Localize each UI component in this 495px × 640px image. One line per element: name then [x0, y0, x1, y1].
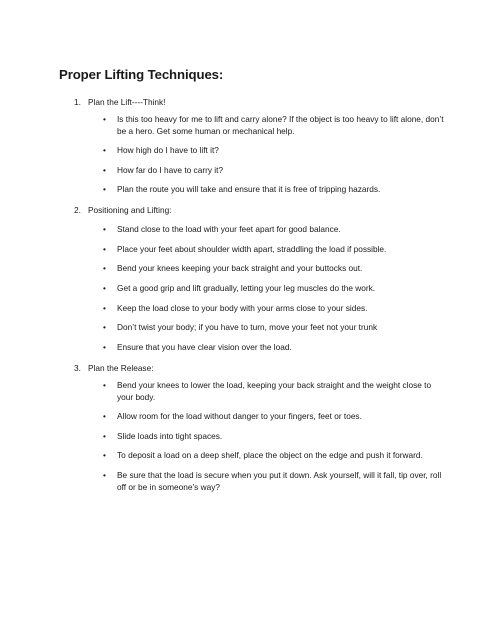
list-item-text: Bend your knees to lower the load, keeping your back straight and the weight close to your body.	[117, 380, 432, 402]
list-item-text: Keep the load close to your body with your arms close to your sides.	[117, 303, 368, 313]
bullet-icon: •	[103, 380, 106, 390]
page-title: Proper Lifting Techniques:	[59, 67, 224, 82]
bullet-icon: •	[103, 342, 106, 352]
section-number: 3.	[74, 363, 81, 373]
list-item-text: Get a good grip and lift gradually, letting your leg muscles do the work.	[117, 283, 376, 293]
list-item-text: Be sure that the load is secure when you put it down. Ask yourself, will it fall, tip over, roll off or be in someone’s way?	[117, 470, 442, 492]
bullet-icon: •	[103, 114, 106, 124]
section-number: 1.	[74, 97, 81, 107]
list-item-text: Plan the route you will take and ensure that it is free of tripping hazards.	[117, 184, 381, 194]
list-item-text: Slide loads into tight spaces.	[117, 431, 223, 441]
list-item-text: Allow room for the load without danger to your fingers, feet or toes.	[117, 411, 362, 421]
list-item-text: Place your feet about shoulder width apart, straddling the load if possible.	[117, 244, 387, 254]
bullet-icon: •	[103, 244, 106, 254]
bullet-icon: •	[103, 263, 106, 273]
section-number: 2.	[74, 205, 81, 215]
list-item-text: Don’t twist your body; if you have to turn, move your feet not your trunk	[117, 322, 378, 332]
list-item-text: How high do I have to lift it?	[117, 145, 219, 155]
bullet-icon: •	[103, 184, 106, 194]
bullet-icon: •	[103, 450, 106, 460]
bullet-icon: •	[103, 145, 106, 155]
list-item-text: Stand close to the load with your feet apart for good balance.	[117, 224, 341, 234]
bullet-icon: •	[103, 470, 106, 480]
bullet-icon: •	[103, 411, 106, 421]
bullet-icon: •	[103, 431, 106, 441]
section-title: Plan the Release:	[88, 363, 154, 373]
list-item-text: Is this too heavy for me to lift and carry alone? If the object is too heavy to lift alone, don’t be a hero. Get some human or mechanical help.	[117, 114, 444, 136]
list-item-text: Bend your knees keeping your back straight and your buttocks out.	[117, 263, 363, 273]
list-item-text: How far do I have to carry it?	[117, 165, 224, 175]
bullet-icon: •	[103, 322, 106, 332]
bullet-icon: •	[103, 303, 106, 313]
section-title: Positioning and Lifting:	[88, 205, 172, 215]
bullet-icon: •	[103, 165, 106, 175]
list-item-text: Ensure that you have clear vision over the load.	[117, 342, 292, 352]
list-item-text: To deposit a load on a deep shelf, place the object on the edge and push it forward.	[117, 450, 423, 460]
bullet-icon: •	[103, 283, 106, 293]
section-title: Plan the Lift----Think!	[88, 97, 166, 107]
bullet-icon: •	[103, 224, 106, 234]
